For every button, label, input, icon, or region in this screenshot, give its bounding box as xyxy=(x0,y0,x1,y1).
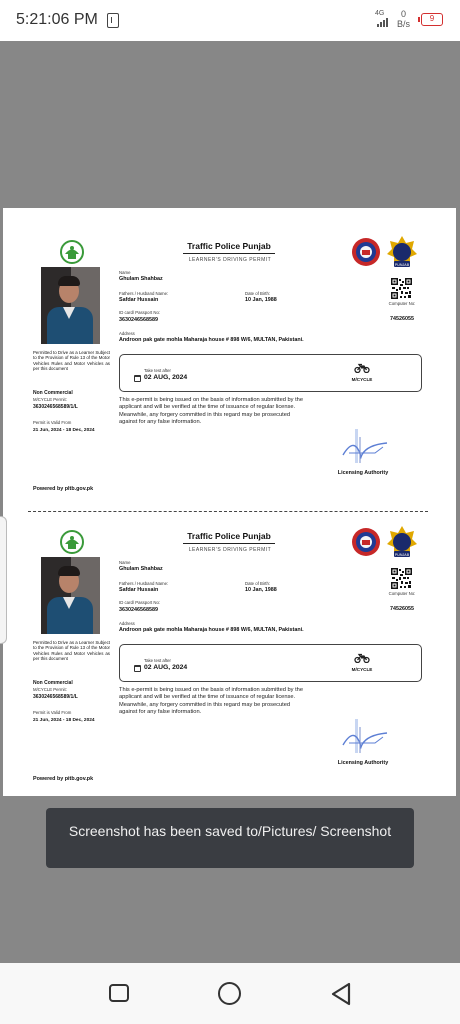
cnic-number: 3630246568589 xyxy=(119,607,158,613)
qr-code-icon xyxy=(391,568,412,589)
permit-card xyxy=(25,230,429,500)
battery-icon: 9 xyxy=(421,13,443,26)
applicant-photo xyxy=(41,267,100,344)
vehicle-type: M/CYCLE xyxy=(351,667,373,672)
applicant-photo xyxy=(41,557,100,634)
validity-period: 21 Jun, 2024 - 18 Dec, 2024 xyxy=(33,718,95,723)
net-speed xyxy=(397,9,410,29)
father-label: Fathers / Husband Name: xyxy=(119,291,169,296)
address-label: Address xyxy=(119,621,135,626)
test-date-box xyxy=(119,354,422,392)
applicant-name: Ghulam Shahbaz xyxy=(119,566,163,572)
address-label: Address xyxy=(119,331,135,336)
name-label: Name xyxy=(119,270,131,275)
date-of-birth: 10 Jan, 1988 xyxy=(245,587,277,593)
dob-label: Date of Birth: xyxy=(245,581,271,586)
net-speed-value: 0 xyxy=(401,9,407,19)
computer-no-label: Computer No: xyxy=(388,591,416,596)
motorcycle-icon xyxy=(354,363,370,373)
applicant-name: Ghulam Shahbaz xyxy=(119,276,163,282)
test-date-box xyxy=(119,644,422,682)
calendar-icon xyxy=(134,665,141,672)
permit-title: Traffic Police Punjab xyxy=(183,241,275,254)
test-date: 02 AUG, 2024 xyxy=(144,664,188,671)
status-time: 5:21:06 PM xyxy=(16,11,98,28)
powered-by: Powered by pltb.gov.pk xyxy=(33,486,94,492)
name-label: Name xyxy=(119,560,131,565)
punjab-police-badge-icon xyxy=(386,235,418,269)
signal-icon xyxy=(375,10,391,28)
father-label: Fathers / Husband Name: xyxy=(119,581,169,586)
cnic-label: ID card/ Passport No: xyxy=(119,600,161,605)
legal-text: Permitted to Drive as a Learner Subject to the Provision of Rule 13 of the Motor Vehicles Rules and Motor Vehicles as per this document xyxy=(33,350,110,371)
licensing-authority: Licensing Authority xyxy=(337,470,389,476)
legal-text: Permitted to Drive as a Learner Subject to the Provision of Rule 13 of the Motor Vehicles Rules and Motor Vehicles as per this document xyxy=(33,640,110,661)
punjab-police-badge-icon xyxy=(386,525,418,559)
dob-label: Date of Birth: xyxy=(245,291,271,296)
download-icon xyxy=(107,13,119,28)
edge-handle[interactable] xyxy=(0,516,7,644)
father-name: Safdar Hussain xyxy=(119,587,159,593)
cut-line xyxy=(28,511,428,512)
police-logo-icon xyxy=(351,527,381,557)
permit-card xyxy=(25,520,429,790)
network-type: 4G xyxy=(375,10,385,17)
permit-number: 3630246568589/1/L xyxy=(33,404,78,410)
validity-period: 21 Jun, 2024 - 18 Dec, 2024 xyxy=(33,428,95,433)
badge-label: PUNJAB xyxy=(394,263,410,267)
father-name: Safdar Hussain xyxy=(119,297,159,303)
permit-subtitle: LEARNER'S DRIVING PERMIT xyxy=(188,257,272,263)
cnic-number: 3630246568589 xyxy=(119,317,158,323)
date-of-birth: 10 Jan, 1988 xyxy=(245,297,277,303)
validity-label: Permit is Valid From xyxy=(33,420,72,425)
validity-label: Permit is Valid From xyxy=(33,710,72,715)
permit-subtitle: LEARNER'S DRIVING PERMIT xyxy=(188,547,272,553)
calendar-icon xyxy=(134,375,141,382)
notice-text: This e-permit is being issued on the basis of information submitted by the applicant and will be verified at the time of issuance of regular license. Meanwhile, any forgery committed in this regard may be prosecuted against for any false information. xyxy=(119,687,303,715)
police-logo-icon xyxy=(351,237,381,267)
badge-label: PUNJAB xyxy=(394,553,410,557)
motorcycle-icon xyxy=(354,653,370,663)
permit-title: Traffic Police Punjab xyxy=(183,531,275,544)
permit-no-label: M/CYCLE Permit: xyxy=(33,687,67,692)
punjab-emblem-icon xyxy=(59,239,85,265)
computer-no-label: Computer No: xyxy=(388,301,416,306)
address: Androon pak gate mohla Maharaja house # 898 W/6, MULTAN, Pakistani. xyxy=(119,627,304,633)
signature-stamp-icon xyxy=(335,427,391,467)
screenshot-toast: Screenshot has been saved to/Pictures/ Screenshot xyxy=(46,808,414,868)
status-bar xyxy=(0,0,460,41)
qr-code-icon xyxy=(391,278,412,299)
test-date-label: Take test after xyxy=(144,658,171,663)
notice-text: This e-permit is being issued on the basis of information submitted by the applicant and will be verified at the time of issuance of regular license. Meanwhile, any forgery committed in this regard may be prosecuted against for any false information. xyxy=(119,397,303,425)
permit-number: 3630246568589/1/L xyxy=(33,694,78,700)
back-button[interactable] xyxy=(330,982,352,1006)
address: Androon pak gate mohla Maharaja house # 898 W/6, MULTAN, Pakistani. xyxy=(119,337,304,343)
net-speed-unit: B/s xyxy=(397,19,411,29)
license-category: Non Commercial xyxy=(33,390,73,396)
signature-stamp-icon xyxy=(335,717,391,757)
recent-apps-button[interactable] xyxy=(109,984,129,1002)
vehicle-type: M/CYCLE xyxy=(351,377,373,382)
test-date-label: Take test after xyxy=(144,368,171,373)
punjab-emblem-icon xyxy=(59,529,85,555)
test-date: 02 AUG, 2024 xyxy=(144,374,188,381)
license-category: Non Commercial xyxy=(33,680,73,686)
licensing-authority: Licensing Authority xyxy=(337,760,389,766)
powered-by: Powered by pitb.gov.pk xyxy=(33,776,94,782)
computer-number: 74526055 xyxy=(390,316,414,322)
computer-number: 74526055 xyxy=(390,606,414,612)
permit-no-label: M/CYCLE Permit: xyxy=(33,397,67,402)
navigation-bar xyxy=(0,963,460,1024)
cnic-label: ID card/ Passport No: xyxy=(119,310,161,315)
home-button[interactable] xyxy=(218,982,241,1005)
